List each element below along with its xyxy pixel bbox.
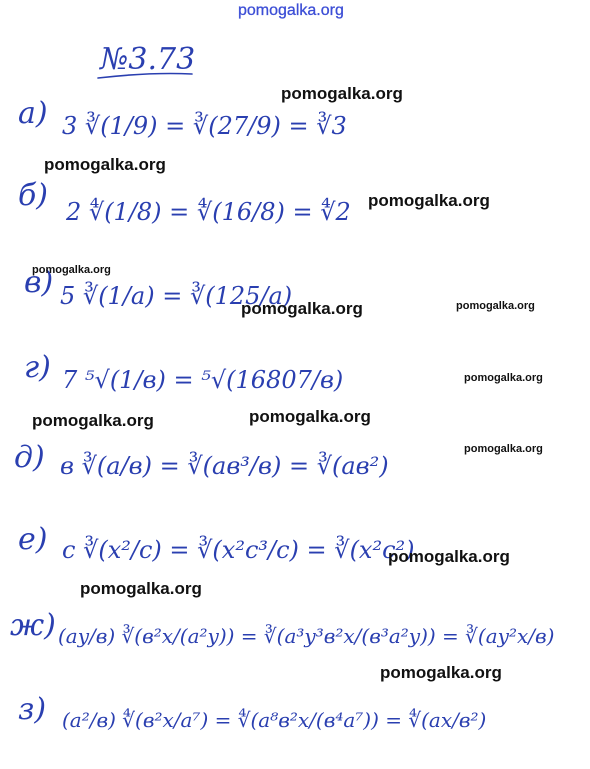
watermark: pomogalka.org	[241, 299, 363, 318]
expression-g: 7 ⁵√(1/в) = ⁵√(16807/в)	[62, 366, 344, 394]
part-label-zh: ж)	[10, 608, 56, 643]
watermark: pomogalka.org	[380, 663, 502, 682]
watermark: pomogalka.org	[32, 411, 154, 430]
watermark: pomogalka.org	[388, 547, 510, 566]
expression-e: c ∛(x²/c) = ∛(x²c³/c) = ∛(x²c²)	[62, 536, 415, 564]
part-label-d: д)	[14, 440, 45, 475]
part-label-z: з)	[18, 692, 47, 727]
watermark: pomogalka.org	[32, 264, 111, 276]
watermark: pomogalka.org	[464, 372, 543, 384]
expression-d: в ∛(a/в) = ∛(aв³/в) = ∛(aв²)	[60, 452, 389, 480]
watermark: pomogalka.org	[249, 407, 371, 426]
watermark: pomogalka.org	[456, 300, 535, 312]
part-label-e: е)	[18, 522, 48, 557]
watermark: pomogalka.org	[368, 191, 490, 210]
part-label-g: г)	[24, 350, 51, 385]
watermark: pomogalka.org	[44, 155, 166, 174]
expression-zh: (ay/в) ∛(в²x/(a²y)) = ∛(a³y³в²x/(в³a²y)) = ∛(ay²x/в)	[58, 624, 555, 648]
expression-a: 3 ∛(1/9) = ∛(27/9) = ∛3	[62, 112, 347, 140]
watermark: pomogalka.org	[281, 84, 403, 103]
expression-v: 5 ∛(1/a) = ∛(125/a)	[60, 282, 293, 310]
part-label-b: б)	[18, 178, 49, 213]
part-label-a: а)	[18, 96, 48, 131]
watermark: pomogalka.org	[80, 579, 202, 598]
problem-title: №3.73	[100, 42, 196, 77]
part-label-v: в)	[24, 265, 54, 300]
expression-z: (a²/в) ∜(в²x/a⁷) = ∜(a⁸в²x/(в⁴a⁷)) = ∜(ax/в²)	[62, 708, 487, 732]
expression-b: 2 ∜(1/8) = ∜(16/8) = ∜2	[66, 198, 351, 226]
watermark-top: pomogalka.org	[238, 2, 344, 19]
watermark: pomogalka.org	[464, 443, 543, 455]
